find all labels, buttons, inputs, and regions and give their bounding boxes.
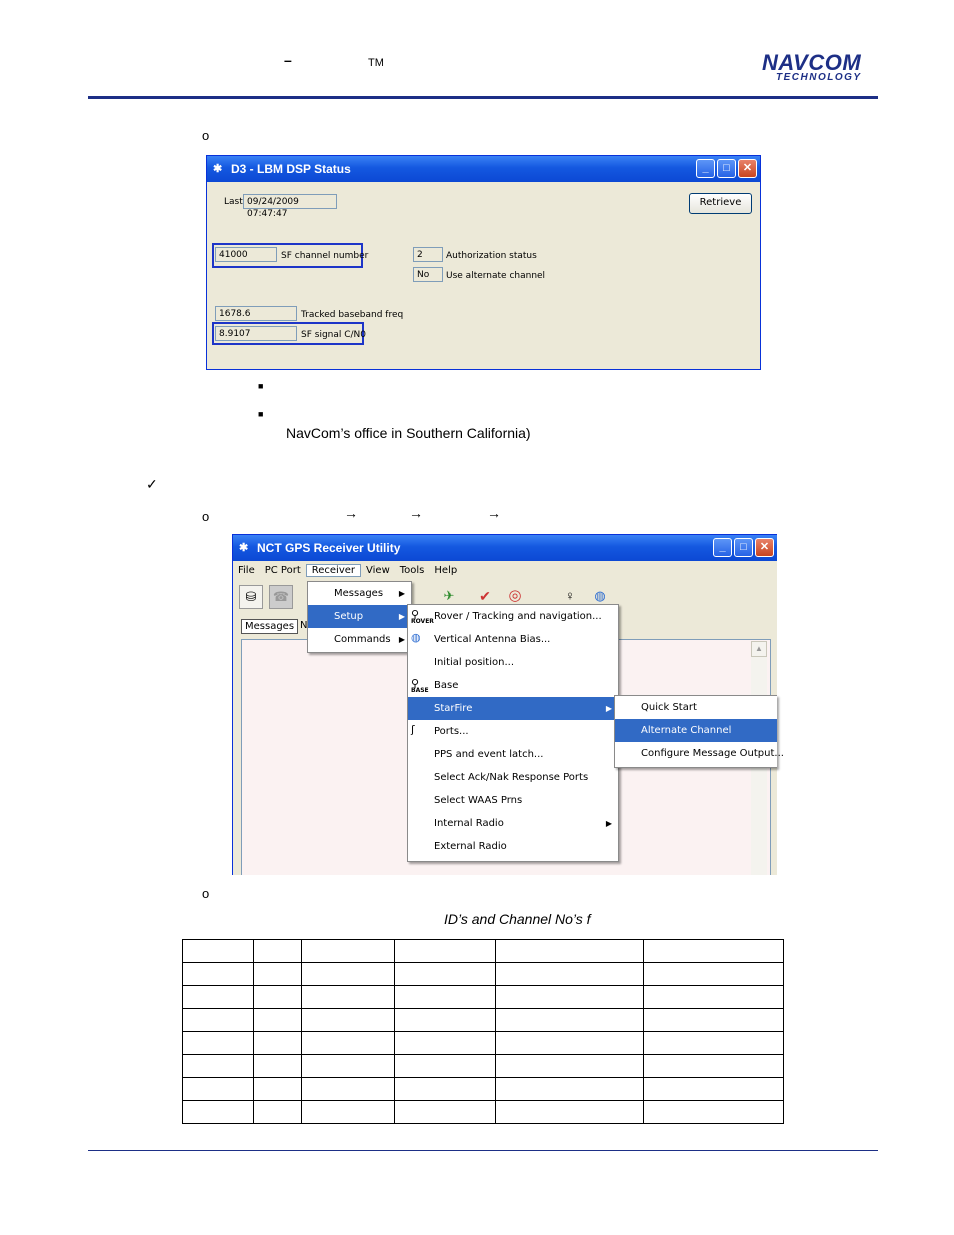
messages-tab[interactable]: Messages [241,619,298,634]
menu-item-label: Initial position... [434,657,514,668]
menu-item-label: PPS and event latch... [434,749,544,760]
setup-menu-internal-radio[interactable] [408,812,618,835]
menu-item-label: Commands [334,634,391,645]
ports-icon: ʃ [411,723,415,736]
table-cell [644,1101,784,1124]
utility-titlebar [233,535,777,561]
cn0-label: SF signal C/N0 [301,330,367,340]
circle-bullet-3: o [202,886,210,901]
rover-icon: ⚲ [411,608,420,621]
navcom-office-text: NavCom’s office in Southern California) [286,425,531,441]
menu-item-label: Select WAAS Prns [434,795,523,806]
dsp-window-controls [696,159,757,178]
table-cell [183,1009,254,1032]
circle-bullet-2: o [202,509,210,524]
table-cell [302,940,395,963]
navcom-logo [762,50,882,83]
table-cell [183,1055,254,1078]
table-cell [254,963,302,986]
auth-status-field: 2 [413,247,443,262]
square-bullet-2: ■ [258,409,264,419]
circle-bullet-1: o [202,128,210,143]
target-icon[interactable]: ◎ [508,587,522,604]
last-value-field: 09/24/2009 07:47:47 [243,194,337,209]
menu-item-label: Ports... [434,726,469,737]
menu-item-label: StarFire [434,703,473,714]
header-trademark: TM [368,57,384,69]
table-cell [254,1055,302,1078]
menu-pc-port[interactable]: PC Port [264,564,301,576]
table-cell [496,963,644,986]
table-cell [644,940,784,963]
maximize-icon[interactable]: □ [734,538,753,557]
table-cell [302,1032,395,1055]
submenu-arrow-icon: ▶ [605,819,612,828]
table-cell [302,963,395,986]
table-cell [644,1009,784,1032]
connect-icon[interactable]: ⛁ [239,585,263,609]
app-icon: ✱ [239,542,249,554]
table-cell [644,1078,784,1101]
utility-window-controls [713,538,774,557]
table-cell [302,986,395,1009]
rover-icon-label: ROVER [411,618,434,625]
square-bullet-1: ■ [258,381,264,391]
table-cell [302,1009,395,1032]
base-icon-label: BASE [411,687,429,694]
arrow-1: → [344,505,358,521]
menu-item-label: Messages [334,588,384,599]
submenu-arrow-icon: ▶ [398,589,405,598]
table-cell [395,940,496,963]
scroll-up-icon[interactable]: ▲ [751,641,767,657]
utility-window-title: NCT GPS Receiver Utility [257,541,401,555]
table-cell [496,1009,644,1032]
globe-icon[interactable]: ◍ [594,588,606,603]
header-rule [88,96,878,99]
table-cell [254,1032,302,1055]
setup-menu-starfire[interactable] [408,697,618,720]
submenu-arrow-icon: ▶ [398,612,405,621]
menu-receiver[interactable]: Receiver [306,564,361,577]
table-cell [496,1101,644,1124]
app-icon: ✱ [213,163,223,175]
alt-channel-field: No [413,267,443,282]
logo-top-text: NAVCOM [762,50,862,75]
receiver-menu-setup[interactable] [308,605,411,628]
setup-menu-ack-nak[interactable] [408,766,618,789]
menu-item-label: External Radio [434,841,507,852]
table-cell [395,1009,496,1032]
tracked-freq-field: 1678.6 [215,306,297,321]
table-cell [254,1009,302,1032]
antenna-icon: ◍ [411,631,421,644]
menubar [233,561,777,579]
menu-item-label: Base [434,680,459,691]
setup-menu-antenna-bias[interactable] [408,628,618,651]
table-cell [302,1101,395,1124]
menu-item-label: Rover / Tracking and navigation... [434,611,602,622]
table-cell [395,1101,496,1124]
table-cell [496,940,644,963]
table-cell [254,1101,302,1124]
menu-item-label: Quick Start [641,702,697,713]
setup-menu-initial-position[interactable] [408,651,618,674]
sf-channel-field: 41000 [215,247,277,262]
table-cell [254,940,302,963]
menu-file[interactable]: File [238,564,255,576]
starfire-menu-alternate-channel[interactable] [615,719,777,742]
satellite-icon[interactable]: ✈ [443,588,455,603]
submenu-arrow-icon: ▶ [398,635,405,644]
table-cell [395,986,496,1009]
alt-channel-label: Use alternate channel [446,271,546,281]
light-bulb-icon[interactable]: ♀ [565,588,575,603]
table-cell [496,986,644,1009]
menu-item-label: Alternate Channel [641,725,732,736]
receiver-menu-messages[interactable] [308,582,411,605]
footer-rule [88,1150,878,1151]
table-cell [183,1032,254,1055]
table-cell [644,963,784,986]
setup-menu-rover[interactable] [408,605,618,628]
setup-menu [407,604,619,862]
table-row [183,963,784,986]
table-cell [644,1055,784,1078]
setup-menu-base[interactable] [408,674,618,697]
table-caption: ID’s and Channel No’s f [444,911,591,927]
table-cell [496,1078,644,1101]
close-icon[interactable]: ✕ [755,538,774,557]
table-cell [644,1032,784,1055]
table-cell [183,986,254,1009]
table-cell [302,1055,395,1078]
dsp-status-window [206,155,761,370]
table-cell [395,1078,496,1101]
maximize-icon[interactable]: □ [717,159,736,178]
table-cell [395,1055,496,1078]
table-row [183,1101,784,1124]
minimize-icon[interactable]: _ [696,159,715,178]
minimize-icon[interactable]: _ [713,538,732,557]
header-dash: – [284,52,292,68]
table-cell [395,963,496,986]
table-row [183,986,784,1009]
messages-tab-trail: N [300,620,308,631]
table-cell [183,963,254,986]
table-row [183,940,784,963]
dsp-titlebar [207,156,760,182]
table-cell [496,1032,644,1055]
table-cell [395,1032,496,1055]
auth-status-label: Authorization status [446,251,537,261]
table-row [183,1032,784,1055]
table-cell [496,1055,644,1078]
tracked-freq-label: Tracked baseband freq [301,310,404,320]
menu-item-label: Setup [334,611,364,622]
table-cell [254,1078,302,1101]
menu-item-label: Vertical Antenna Bias... [434,634,551,645]
retrieve-button[interactable]: Retrieve [689,193,752,214]
close-icon[interactable]: ✕ [738,159,757,178]
table-cell [183,940,254,963]
starfire-menu [614,695,784,768]
setup-menu-ports[interactable] [408,720,618,743]
check-tool-icon[interactable]: ✔ [479,588,491,604]
table-cell [183,1101,254,1124]
receiver-menu [307,581,412,653]
table-row [183,1009,784,1032]
menu-item-label: Configure Message Output... [641,748,784,759]
setup-menu-pps[interactable] [408,743,618,766]
table-cell [254,986,302,1009]
menu-tools[interactable]: Tools [399,564,425,576]
menu-item-label: Select Ack/Nak Response Ports [434,772,589,783]
base-icon: ⚲ [411,677,420,690]
table-cell [302,1078,395,1101]
channel-table [182,939,784,1124]
setup-menu-waas[interactable] [408,789,618,812]
starfire-menu-configure-output[interactable] [615,742,784,765]
menu-view[interactable]: View [366,564,390,576]
disconnect-icon[interactable]: ☎ [269,585,293,609]
check-bullet: ✓ [146,476,158,492]
menu-item-label: Internal Radio [434,818,504,829]
logo-bottom-text: TECHNOLOGY [776,72,862,83]
table-cell [183,1078,254,1101]
table-cell [644,986,784,1009]
setup-menu-external-radio[interactable] [408,835,618,858]
arrow-2: → [409,505,423,521]
starfire-menu-quick-start[interactable] [615,696,777,719]
dsp-window-title: D3 - LBM DSP Status [231,162,351,176]
table-row [183,1078,784,1101]
menu-help[interactable]: Help [434,564,458,576]
submenu-arrow-icon: ▶ [605,704,612,713]
sf-channel-label: SF channel number [281,251,369,261]
receiver-menu-commands[interactable] [308,628,411,651]
arrow-3: → [487,505,501,521]
cn0-field: 8.9107 [215,326,297,341]
table-row [183,1055,784,1078]
last-label: Last [224,197,243,207]
